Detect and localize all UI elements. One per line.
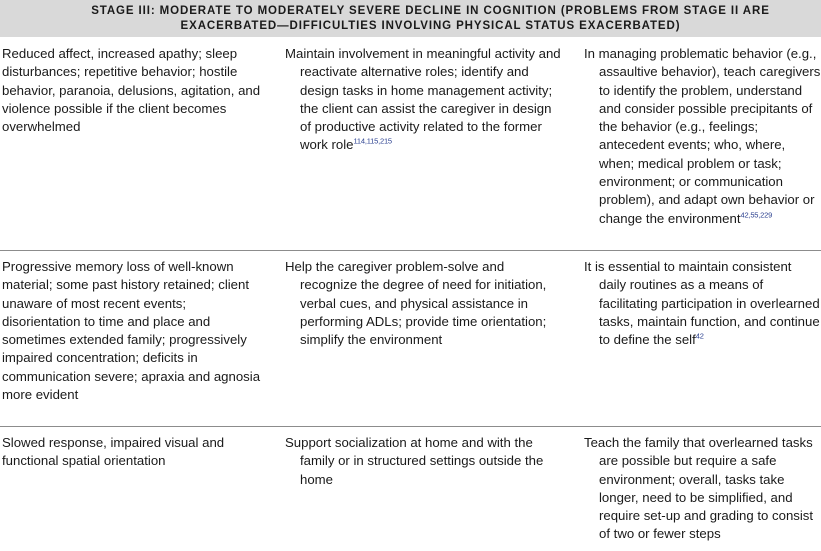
row-3-characteristics-text: Slowed response, impaired visual and functional spatial orientation [2,435,225,469]
row-1-rationale-reference: 42,55,229 [740,210,773,220]
row-1-intervention [285,45,563,155]
row-3-stage-characteristics [2,434,264,471]
table-row [0,426,821,551]
row-1-stage-characteristics [2,45,264,136]
row-2-intervention [285,258,563,349]
row-1-rationale [584,45,821,228]
row-1-characteristics-text: Reduced affect, increased apathy; sleep disturbances; repetitive behavior; hostile behavior, paranoia, delusions, agitation, and violence possible if the client becomes overwhelmed [2,46,261,135]
row-2-rationale-reference: 42 [695,331,704,341]
row-2-characteristics-text: Progressive memory loss of well-known material; some past history retained; client unaware of most recent events; disorientation to time and place and sometimes extended family; progressively impaired concentration; deficits in communication severe; apraxia and agnosia more evident [2,259,261,403]
row-2-rationale [584,258,821,349]
row-3-intervention [285,434,563,489]
table-row [0,37,821,249]
row-1-rationale-text: In managing problematic behavior (e.g., assaultive behavior), teach caregivers to identify the problem, understand and consider possible precipitants of the behavior (e.g., feelings; antecedent events; who, where, when; medical problem or task; environment; or communication problem), and adapt own behavior or change the environment [584,46,821,226]
row-2-rationale-text: It is essential to maintain consistent daily routines as a means of facilitating participation in overlearned tasks, maintain function, and continue to define the self [584,259,820,348]
row-3-intervention-text: Support socialization at home and with the family or in structured settings outside the home [285,435,544,487]
row-2-stage-characteristics [2,258,264,404]
table-row [0,250,821,426]
stage-header [0,0,821,37]
row-2-intervention-text: Help the caregiver problem-solve and recognize the degree of need for initiation, verbal cues, and physical assistance in performing ADLs; provide time orientation; simplify the environment [285,259,547,348]
row-3-rationale-text: Teach the family that overlearned tasks are possible but require a safe environment; overall, tasks take longer, need to be simplified, and require set-up and grading to consist of two or fewer steps [584,435,814,542]
row-3-rationale [584,434,821,544]
row-1-intervention-reference: 114,115,215 [353,137,392,147]
row-1-intervention-text: Maintain involvement in meaningful activity and reactivate alternative roles; identify and design tasks in home management activity; the client can assist the caregiver in design of productive activity related to the former work role [285,46,561,153]
stage-title: STAGE III: MODERATE TO MODERATELY SEVERE DECLINE IN COGNITION (PROBLEMS FROM STAGE II ARE EXACERBATED—DIFFICULTIES INVOLVING PHYSICAL STATUS EXACERBATED) [91,4,770,32]
